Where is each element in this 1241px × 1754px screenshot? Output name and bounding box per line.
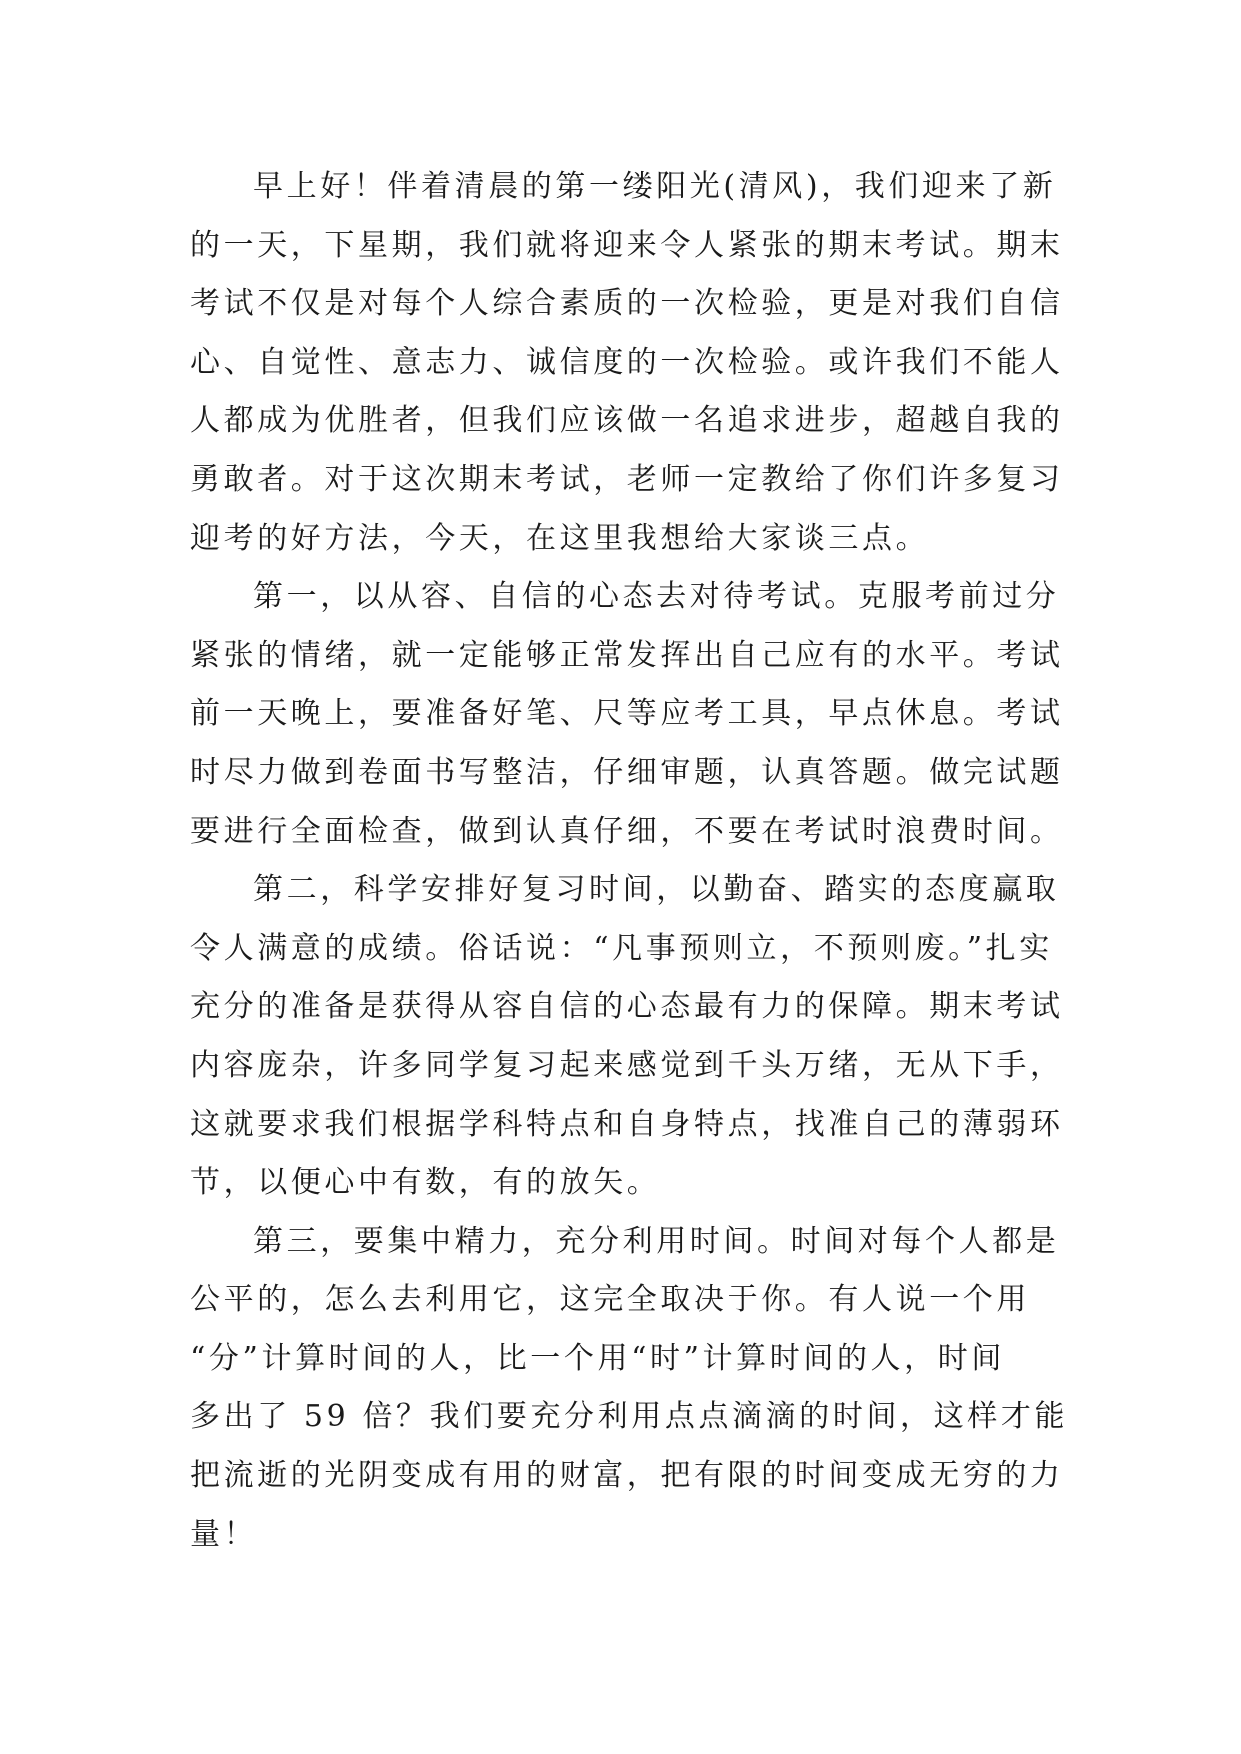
text-line: 令人满意的成绩。俗话说：“凡事预则立，不预则废。”扎实: [190, 930, 1053, 966]
text-line: 第一，以从容、自信的心态去对待考试。克服考前过分: [253, 579, 1060, 615]
text-line: 迎考的好方法，今天，在这里我想给大家谈三点。: [190, 520, 930, 556]
text-line: 要进行全面检查，做到认真仔细，不要在考试时浪费时间。: [190, 813, 1064, 849]
text-line: 第三，要集中精力，充分利用时间。时间对每个人都是: [253, 1223, 1060, 1259]
speech-body: [190, 158, 1069, 1564]
text-line: 考试不仅是对每个人综合素质的一次检验，更是对我们自信: [190, 286, 1064, 322]
text-line: 节，以便心中有数，有的放矢。: [190, 1165, 661, 1201]
text-line: “分”计算时间的人，比一个用“时”计算时间的人，时间: [190, 1340, 1005, 1376]
text-line: 时尽力做到卷面书写整洁，仔细审题，认真答题。做完试题: [190, 754, 1064, 790]
text-line: 勇敢者。对于这次期末考试，老师一定教给了你们许多复习: [190, 461, 1064, 497]
text-line: 人都成为优胜者，但我们应该做一名追求进步，超越自我的: [190, 403, 1064, 439]
text-line: 把流逝的光阴变成有用的财富，把有限的时间变成无穷的力: [190, 1458, 1064, 1494]
text-line: 前一天晚上，要准备好笔、尺等应考工具，早点休息。考试: [190, 696, 1064, 732]
text-line: 紧张的情绪，就一定能够正常发挥出自己应有的水平。考试: [190, 637, 1064, 673]
text-line: 心、自觉性、意志力、诚信度的一次检验。或许我们不能人: [190, 344, 1064, 380]
text-line: 的一天，下星期，我们就将迎来令人紧张的期末考试。期末: [190, 227, 1064, 263]
text-line: 充分的准备是获得从容自信的心态最有力的保障。期末考试: [190, 989, 1064, 1025]
text-line: 公平的，怎么去利用它，这完全取决于你。有人说一个用: [190, 1282, 1030, 1318]
text-line: 这就要求我们根据学科特点和自身特点，找准自己的薄弱环: [190, 1106, 1064, 1142]
text-line: 多出了 59 倍？我们要充分利用点点滴滴的时间，这样才能: [190, 1399, 1069, 1435]
text-line: 内容庞杂，许多同学复习起来感觉到千头万绪，无从下手，: [190, 1047, 1064, 1083]
text-line: 早上好！伴着清晨的第一缕阳光(清风)，我们迎来了新: [253, 169, 1057, 204]
text-line: 量！: [190, 1516, 258, 1552]
text-line: 第二，科学安排好复习时间，以勤奋、踏实的态度赢取: [253, 872, 1060, 908]
